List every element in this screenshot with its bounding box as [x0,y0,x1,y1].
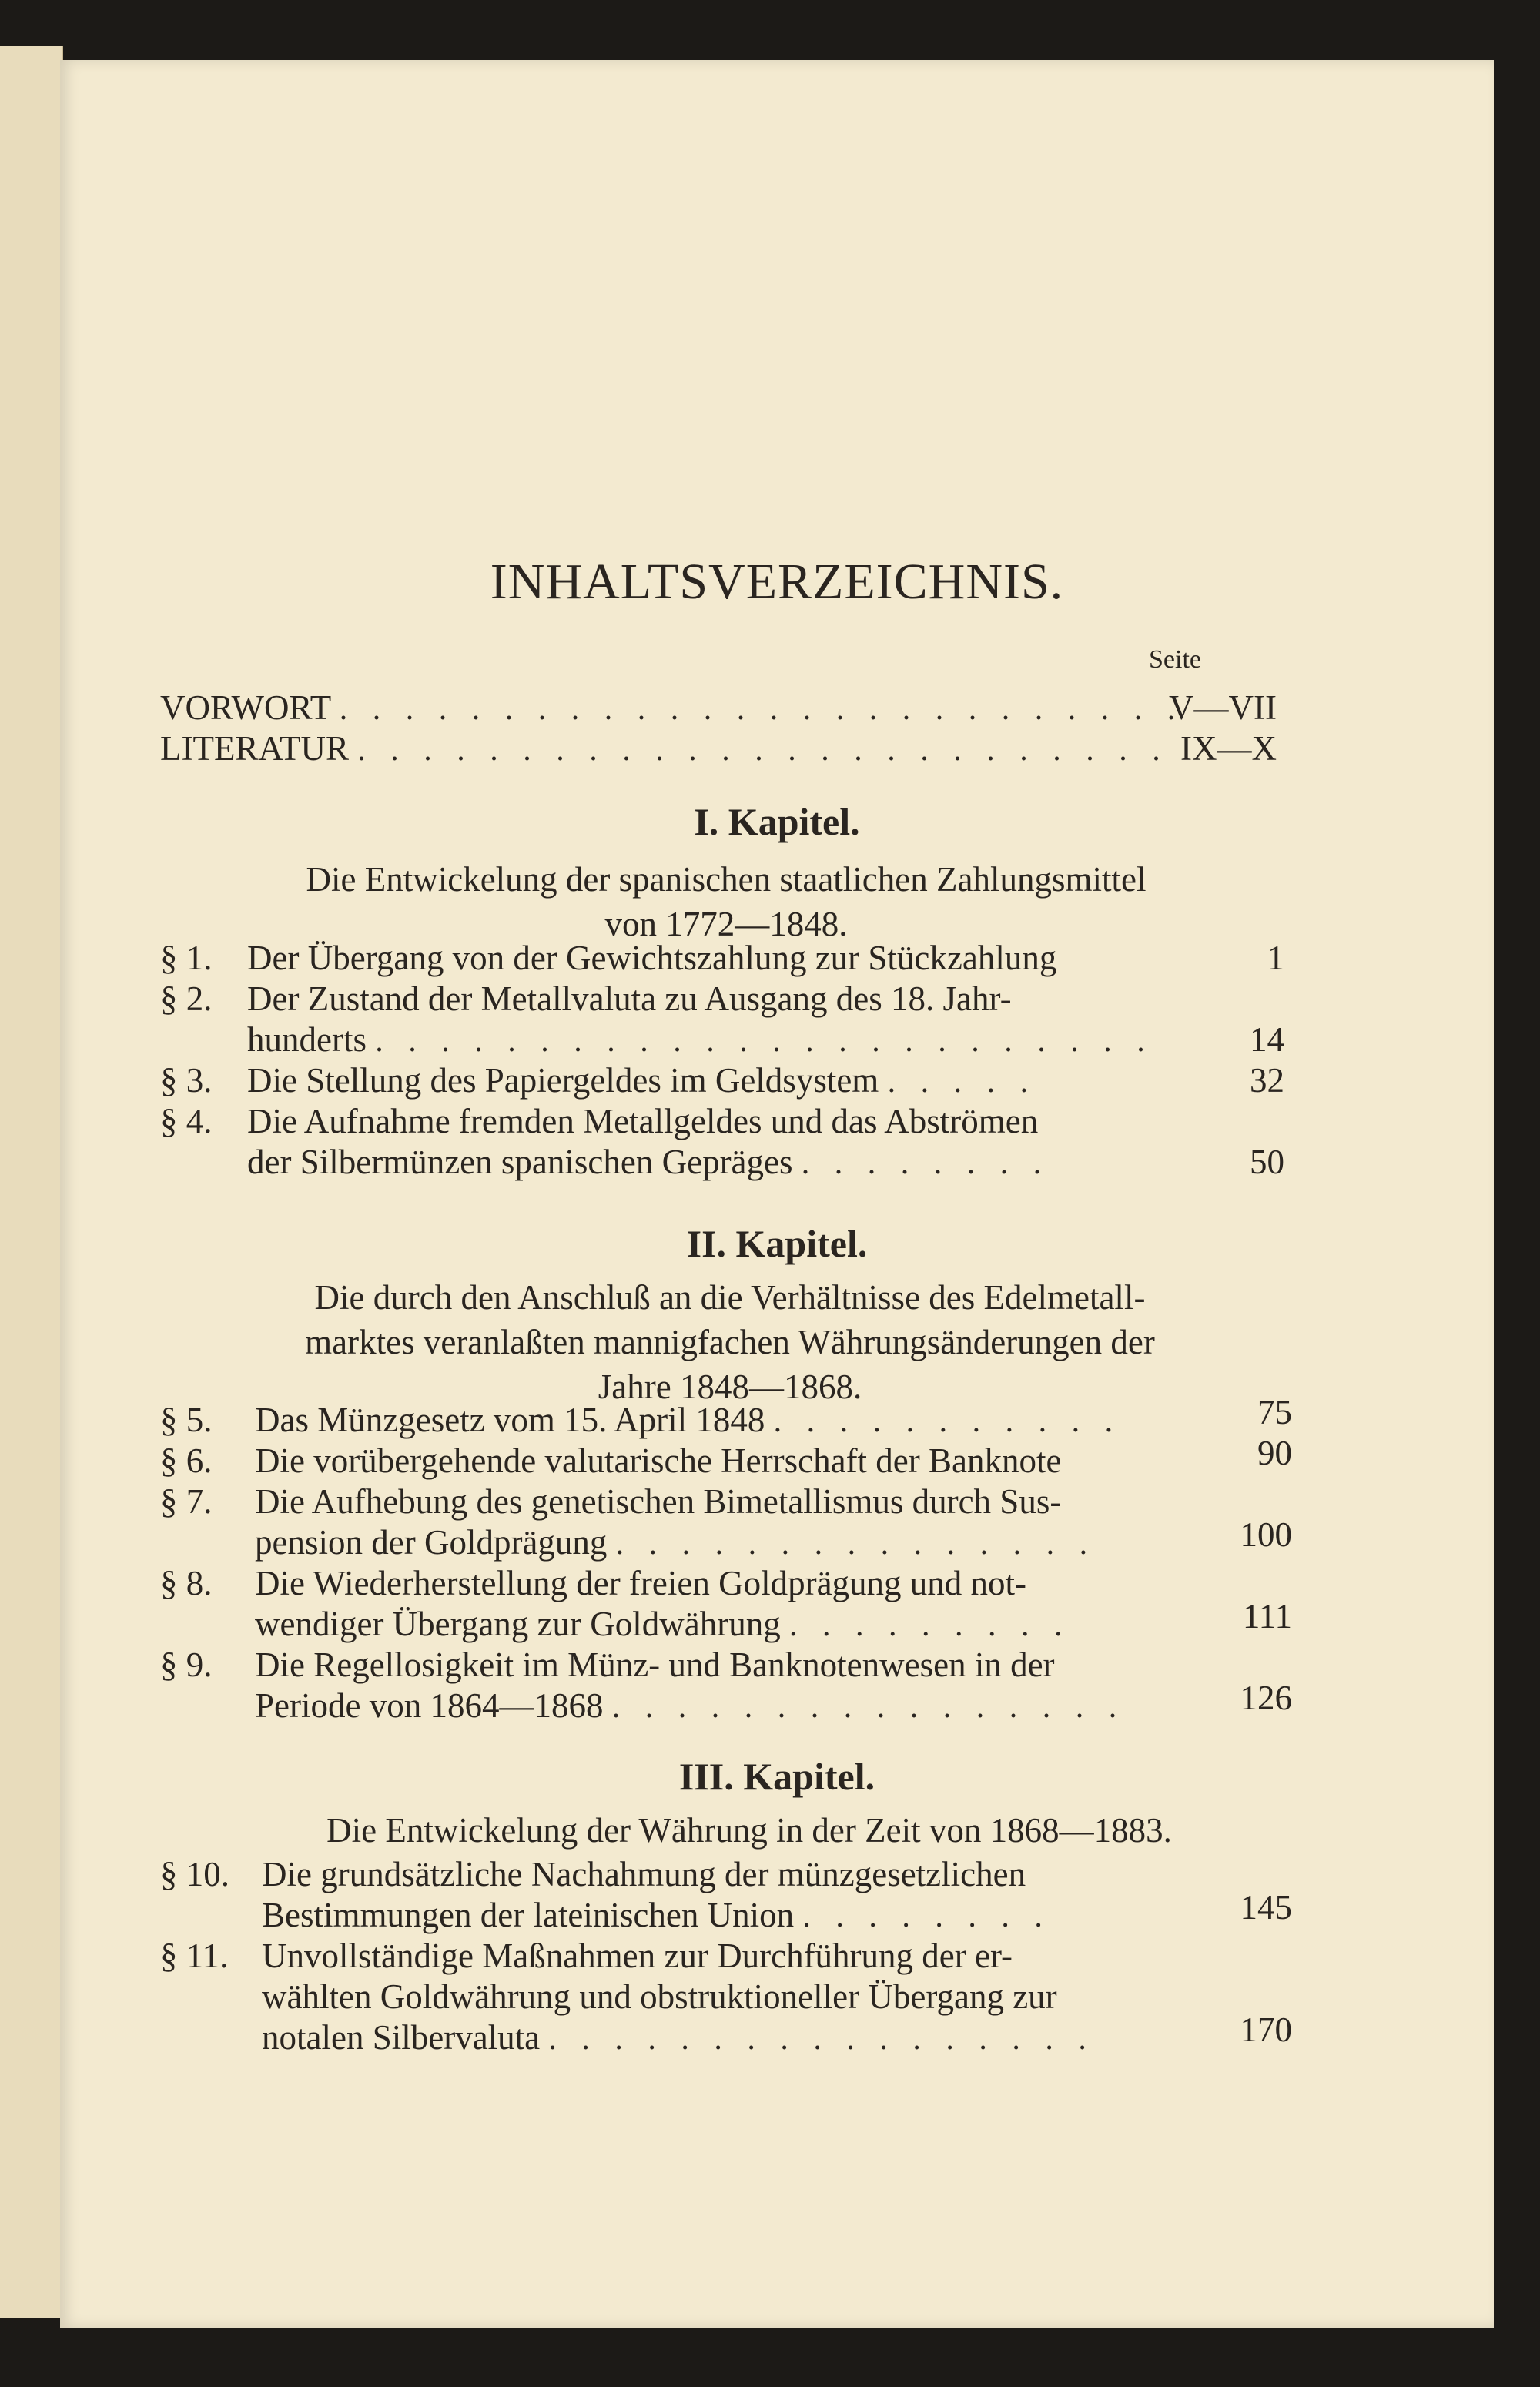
section-line-text: pension der Goldprägung [255,1523,608,1562]
section-line-last [247,1142,1050,1182]
section-line-last [262,1895,1051,1935]
chapter-heading: II. Kapitel. [686,1222,868,1265]
section-number: § 4. [160,1102,213,1140]
section-line-last [262,2017,1095,2057]
page-title: INHALTSVERZEICHNIS. [490,554,1064,610]
section-line-text: Das Münzgesetz vom 15. April 1848 [255,1401,765,1439]
leader-dots: . . . . . . . . . . . . . . . [615,1526,1096,1562]
section-number: § 5. [160,1401,213,1439]
toc-entry-vorwort [160,688,1183,728]
section-number: § 1. [160,939,213,977]
leader-dots: . . . . . . . . . . . [773,1404,1122,1439]
section-line-last [247,1019,1153,1060]
chapter-description-line: von 1772—1848. [604,905,848,943]
chapter-description-line: Jahre 1848—1868. [598,1368,862,1406]
left-page-edge [0,46,63,2318]
section-line-last [247,1060,1036,1100]
section-page: 145 [1240,1888,1292,1927]
leader-dots: . . . . . . . . . . . . . . . . . [548,2021,1095,2057]
leader-dots: . . . . . . . . [801,1146,1050,1181]
entry-page: IX—X [1180,729,1277,768]
section-page: 32 [1250,1061,1284,1100]
section-line-last [255,1604,1070,1644]
section-number: § 7. [160,1482,213,1521]
section-number: § 8. [160,1564,213,1602]
section-line: Die grundsätzliche Nachahmung der münzgesetzlichen [262,1855,1026,1893]
section-page: 1 [1267,939,1284,977]
book-page [60,60,1494,2328]
section-line: Die Aufnahme fremden Metallgeldes und das Abströmen [247,1102,1039,1140]
section-line-text: hunderts [247,1020,367,1059]
section-line-last [255,1400,1121,1440]
section-line-text: Periode von 1864—1868 [255,1686,604,1725]
section-line: wählten Goldwährung und obstruktioneller Übergang zur [262,1977,1057,2016]
section-number: § 3. [160,1061,213,1100]
section-line-text: wendiger Übergang zur Goldwährung [255,1605,781,1643]
section-page: 75 [1257,1393,1292,1431]
seite-column-label: Seite [1149,645,1201,674]
section-line-last [255,1522,1096,1562]
leader-dots: . . . . . . . . . . . . . . . . . . . . . . . . . [357,732,1169,768]
section-number: § 9. [160,1645,213,1684]
chapter-heading: I. Kapitel. [694,800,860,843]
section-number: § 10. [160,1855,229,1893]
section-line-last [255,1686,1125,1726]
section-page: 170 [1240,2010,1292,2049]
section-page: 100 [1240,1515,1292,1554]
section-page: 50 [1250,1143,1284,1181]
leader-dots: . . . . . . . . . . . . . . . . [611,1689,1126,1725]
section-line: Die Regellosigkeit im Münz- und Banknotenwesen in der [255,1645,1055,1684]
leader-dots: . . . . . . . . [802,1899,1051,1934]
leader-dots: . . . . . . . . . [788,1608,1071,1643]
leader-dots: . . . . . . . . . . . . . . . . . . . . . . . . . . [339,691,1184,727]
section-line-text: der Silbermünzen spanischen Gepräges [247,1143,793,1181]
chapter-description-line: Die durch den Anschluß an die Verhältnisse des Edelmetall- [314,1278,1146,1317]
section-line: Die vorübergehende valutarische Herrschaft der Banknote [255,1441,1062,1480]
section-number: § 11. [160,1937,229,1975]
section-line-text: notalen Silbervaluta [262,2018,541,2057]
toc-entry-literatur [160,728,1169,768]
section-line: Der Zustand der Metallvaluta zu Ausgang des 18. Jahr- [247,979,1012,1018]
chapter-description-line: marktes veranlaßten mannigfachen Währungsänderungen der [305,1323,1155,1361]
leader-dots: . . . . . . . . . . . . . . . . . . . . . . . . [375,1023,1153,1059]
chapter-description [229,857,1223,946]
section-page: 111 [1242,1597,1292,1635]
leader-dots: . . . . . [887,1064,1037,1100]
section-line-text: Bestimmungen der lateinischen Union [262,1896,795,1934]
section-line: Die Aufhebung des genetischen Bimetallismus durch Sus- [255,1482,1062,1521]
section-line: Die Wiederherstellung der freien Goldprägung und not- [255,1564,1027,1602]
entry-label: LITERATUR [160,729,349,768]
chapter-description [237,1808,1261,1853]
chapter-description-line: Die Entwickelung der spanischen staatlichen Zahlungsmittel [306,860,1147,899]
section-number: § 2. [160,979,213,1018]
section-line-text: Die Stellung des Papiergeldes im Geldsystem [247,1061,879,1100]
chapter-heading: III. Kapitel. [678,1755,875,1798]
entry-page: V—VII [1169,688,1277,727]
section-line: Der Übergang von der Gewichtszahlung zur Stückzahlung [247,939,1057,977]
section-line: Unvollständige Maßnahmen zur Durchführung der er- [262,1937,1013,1975]
chapter-description [229,1275,1230,1409]
section-page: 14 [1250,1020,1284,1059]
section-number: § 6. [160,1441,213,1480]
chapter-description-line: Die Entwickelung der Währung in der Zeit von 1868—1883. [326,1811,1172,1850]
entry-label: VORWORT [160,688,331,727]
section-page: 90 [1257,1434,1292,1472]
section-page: 126 [1240,1679,1292,1717]
